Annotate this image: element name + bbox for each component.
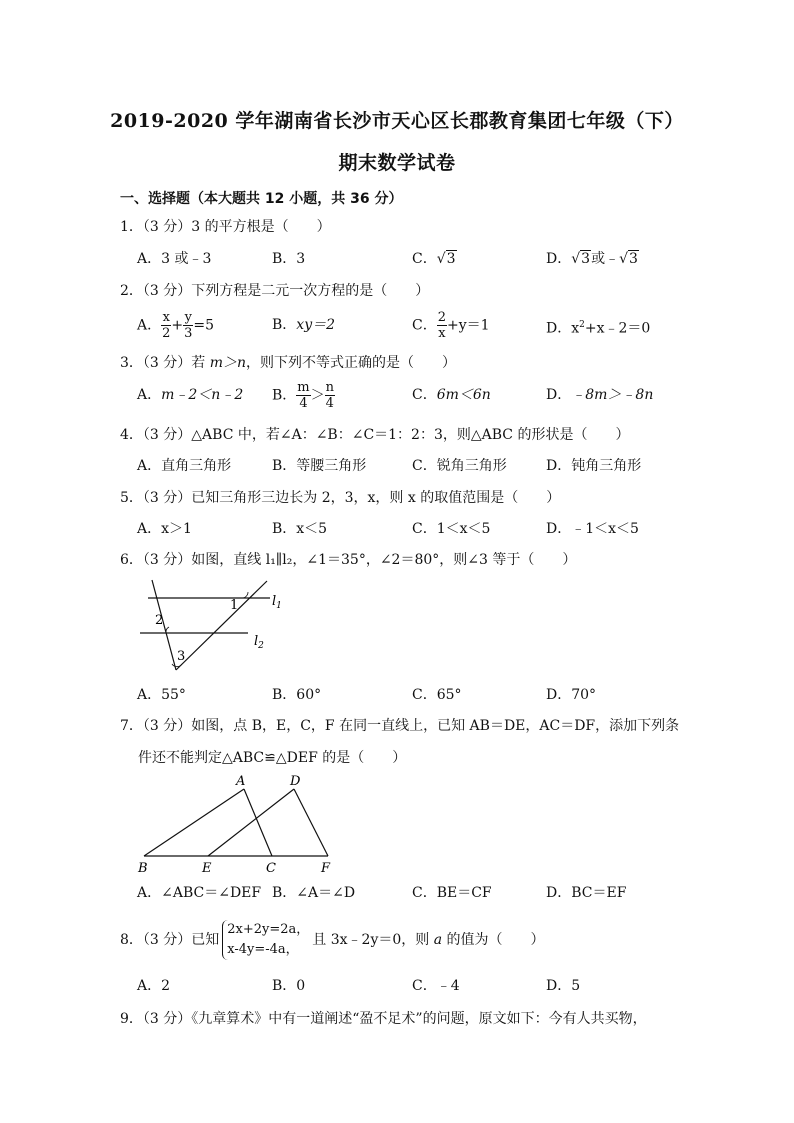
question-8-stem xyxy=(120,918,545,962)
fraction xyxy=(183,310,193,341)
question-6-stem: 6．（3 分）如图，直线 l₁∥l₂，∠1＝35°，∠2＝80°，则∠3 等于（ ） xyxy=(120,552,577,568)
q8-option-a: A．2 xyxy=(137,978,171,994)
stem-text: 8．（3 分）已知 xyxy=(120,932,220,948)
q7-option-a: A．∠ABC＝∠DEF xyxy=(137,885,262,901)
option-text: 6m＜6n xyxy=(436,387,491,403)
option-text: 或﹣ xyxy=(591,251,620,267)
label-l1-main: l xyxy=(272,594,277,609)
q6-option-c: C．65° xyxy=(412,687,462,703)
vertex-c-label: C xyxy=(266,861,276,876)
denominator: 4 xyxy=(325,396,334,411)
label-l1 xyxy=(272,594,282,611)
option-text: +x﹣2＝0 xyxy=(584,320,651,337)
q6-figure xyxy=(130,576,300,678)
angle-1-arc xyxy=(242,592,248,598)
numerator: x xyxy=(162,310,170,325)
q7-option-c: C．BE＝CF xyxy=(412,885,492,901)
radicand: 3 xyxy=(581,251,591,267)
sqrt-expr: √3 xyxy=(619,251,638,267)
fraction xyxy=(296,380,310,411)
option-text: =5 xyxy=(193,317,215,334)
stem-text: 且 3x﹣2y＝0，则 xyxy=(312,932,434,948)
option-text: x xyxy=(571,320,580,337)
q4-option-b: B．等腰三角形 xyxy=(272,458,367,474)
radicand: 3 xyxy=(629,251,638,267)
segment-de xyxy=(208,789,294,856)
option-label: A． xyxy=(137,317,162,334)
fraction xyxy=(325,380,335,411)
q6-option-a: A．55° xyxy=(137,687,186,703)
vertex-a-label: A xyxy=(236,774,246,789)
option-label: C． xyxy=(412,387,437,403)
option-text: xy＝2 xyxy=(296,317,336,333)
label-l2-sub: 2 xyxy=(258,641,264,651)
q8-option-d: D．5 xyxy=(546,978,581,994)
question-2-stem: 2．（3 分）下列方程是二元一次方程的是（ ） xyxy=(120,283,430,299)
equation-1: 2x+2y=2a， xyxy=(227,922,310,937)
q1-option-c xyxy=(412,250,457,268)
option-label: D． xyxy=(546,251,572,267)
radicand: 3 xyxy=(446,251,456,267)
option-label: D． xyxy=(546,320,572,337)
question-1-stem: 1．（3 分）3 的平方根是（ ） xyxy=(120,219,331,235)
fraction xyxy=(161,310,171,341)
option-label: C． xyxy=(412,251,437,267)
q4-option-a: A．直角三角形 xyxy=(137,458,232,474)
question-7-stem-line1: 7．（3 分）如图，点 B，E，C，F 在同一直线上，已知 AB＝DE，AC＝DF，添加下列条 xyxy=(120,718,680,734)
q2-option-d xyxy=(546,316,650,338)
label-l2 xyxy=(254,634,264,651)
q6-option-b: B．60° xyxy=(272,687,322,703)
segment-ac xyxy=(244,789,272,856)
option-text: +y＝1 xyxy=(447,317,490,334)
q1-option-a: A．3 或﹣3 xyxy=(137,251,212,267)
angle-2-label: 2 xyxy=(155,613,164,628)
transversal-right xyxy=(176,581,267,670)
q8-option-b: B．0 xyxy=(272,978,306,994)
fraction xyxy=(437,310,447,341)
q8-option-c: C．﹣4 xyxy=(412,978,460,994)
option-text: m﹣2＜n﹣2 xyxy=(161,387,244,403)
q3-option-b xyxy=(272,380,335,411)
sqrt-expr: √3 xyxy=(436,251,456,267)
q1-option-d xyxy=(546,250,639,268)
exponent: 2 xyxy=(579,320,585,330)
q3-option-d xyxy=(546,386,653,404)
denominator: x xyxy=(438,326,446,341)
q4-option-c: C．锐角三角形 xyxy=(412,458,507,474)
numerator: y xyxy=(184,310,192,325)
question-7-stem-line2: 件还不能判定△ABC≌△DEF 的是（ ） xyxy=(138,750,407,766)
q2-option-c xyxy=(412,310,490,341)
vertex-d-label: D xyxy=(290,774,301,789)
q2-option-a xyxy=(137,310,214,341)
label-l1-sub: 1 xyxy=(276,601,282,611)
numerator: m xyxy=(297,380,310,395)
q1-option-b: B．3 xyxy=(272,251,306,267)
q5-option-a: A．x＞1 xyxy=(137,521,192,537)
label-l2-main: l xyxy=(254,634,259,649)
angle-3-label: 3 xyxy=(177,649,186,664)
option-label: A． xyxy=(137,387,162,403)
denominator: 2 xyxy=(162,326,171,341)
question-5-stem: 5．（3 分）已知三角形三边长为 2，3，x，则 x 的取值范围是（ ） xyxy=(120,490,561,506)
stem-text: 的值为（ ） xyxy=(442,932,545,948)
q3-option-a xyxy=(137,386,243,404)
angle-1-label: 1 xyxy=(230,598,239,613)
question-4-stem: 4．（3 分）△ABC 中，若∠A：∠B：∠C＝1：2：3，则△ABC 的形状是（ ） xyxy=(120,427,630,443)
equation-system xyxy=(222,920,309,960)
stem-text: 3．（3 分）若 xyxy=(120,355,210,371)
operator: + xyxy=(171,317,184,334)
segment-ab xyxy=(144,789,244,856)
option-label: C． xyxy=(412,317,437,334)
q7-option-d: D．BC＝EF xyxy=(546,885,627,901)
option-text: ﹣8m＞﹣8n xyxy=(571,387,654,403)
q2-option-b xyxy=(272,316,335,334)
q6-option-d: D．70° xyxy=(546,687,597,703)
sqrt-expr: √3 xyxy=(571,251,591,267)
q7-figure xyxy=(130,772,340,878)
denominator: 4 xyxy=(299,396,308,411)
section-heading: 一、选择题（本大题共 12 小题，共 36 分） xyxy=(120,191,403,207)
option-label: D． xyxy=(546,387,572,403)
q3-option-c xyxy=(412,386,491,404)
operator: ＞ xyxy=(310,387,325,404)
q5-option-b: B．x＜5 xyxy=(272,521,328,537)
numerator: 2 xyxy=(437,310,446,325)
option-label: B． xyxy=(272,387,297,404)
stem-text: ，则下列不等式正确的是（ ） xyxy=(246,355,457,371)
vertex-e-label: E xyxy=(202,861,212,876)
q5-option-c: C．1＜x＜5 xyxy=(412,521,491,537)
exam-title-line1: 2019-2020 学年湖南省长沙市天心区长郡教育集团七年级（下） xyxy=(110,110,684,132)
q5-option-d: D．﹣1＜x＜5 xyxy=(546,521,639,537)
equation-2: x-4y=-4a， xyxy=(227,942,299,957)
numerator: n xyxy=(325,380,334,395)
question-9-stem: 9．（3 分）《九章算术》中有一道阐述“盈不足术”的问题，原文如下：今有人共买物， xyxy=(120,1011,647,1027)
stem-variable: a xyxy=(433,932,443,948)
vertex-b-label: B xyxy=(138,861,148,876)
stem-variable: m＞n xyxy=(209,355,247,371)
question-3-stem xyxy=(120,354,456,372)
denominator: 3 xyxy=(184,326,193,341)
q7-option-b: B．∠A＝∠D xyxy=(272,885,356,901)
segment-df xyxy=(294,789,328,856)
q4-option-d: D．钝角三角形 xyxy=(546,458,642,474)
option-label: B． xyxy=(272,317,297,333)
exam-title-line2: 期末数学试卷 xyxy=(338,152,456,174)
vertex-f-label: F xyxy=(321,861,331,876)
